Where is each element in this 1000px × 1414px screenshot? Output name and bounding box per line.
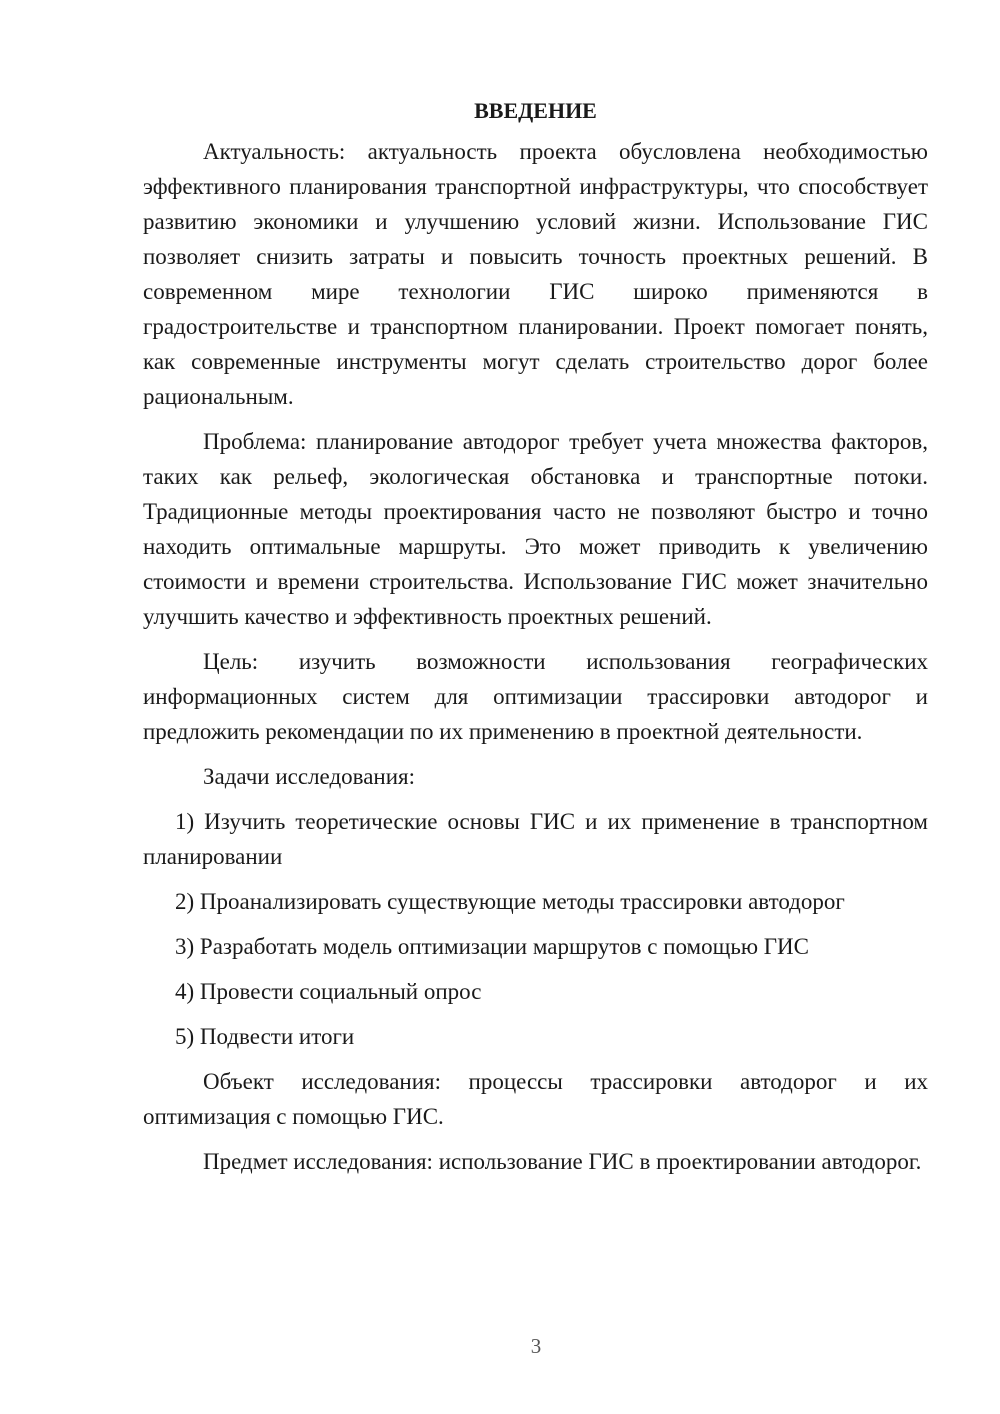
list-item: 3) Разработать модель оптимизации маршрутов с помощью ГИС bbox=[175, 934, 809, 959]
paragraph-problem: Проблема: планирование автодорог требует учета множества факторов, таких как рельеф, экологическая обстановка и транспортные потоки. Традиционные методы проектирования часто не позволяют быстро и точно находить оптимальные маршруты. Это может приводить к увеличению стоимости и времени строительства. Использование ГИС может значительно улучшить качество и эффективность проектных решений. bbox=[143, 429, 928, 629]
paragraph-goal: Цель: изучить возможности использования географических информационных систем для оптимизации трассировки автодорог и предложить рекомендации по их применению в проектной деятельности. bbox=[143, 649, 928, 744]
list-item: 1) Изучить теоретические основы ГИС и их применение в транспортном планировании bbox=[143, 809, 928, 869]
paragraph-object: Объект исследования: процессы трассировки автодорог и их оптимизация с помощью ГИС. bbox=[143, 1069, 928, 1129]
document-page bbox=[143, 96, 928, 1189]
document-title: ВВЕДЕНИЕ bbox=[474, 98, 597, 123]
list-item: 2) Проанализировать существующие методы трассировки автодорог bbox=[175, 889, 845, 914]
tasks-list bbox=[143, 804, 928, 1054]
paragraph-subject: Предмет исследования: использование ГИС в проектировании автодорог. bbox=[203, 1149, 922, 1174]
paragraph-relevance: Актуальность: актуальность проекта обусловлена необходимостью эффективного планирования транспортной инфраструктуры, что способствует развитию экономики и улучшению условий жизни. Использование ГИС позволяет снизить затраты и повысить точность проектных решений. В современном мире технологии ГИС широко применяются в градостроительстве и транспортном планировании. Проект помогает понять, как современные инструменты могут сделать строительство дорог более рациональным. bbox=[143, 139, 928, 409]
tasks-heading: Задачи исследования: bbox=[203, 764, 416, 789]
list-item: 5) Подвести итоги bbox=[175, 1024, 355, 1049]
list-item: 4) Провести социальный опрос bbox=[175, 979, 482, 1004]
page-number: 3 bbox=[530, 1334, 542, 1358]
